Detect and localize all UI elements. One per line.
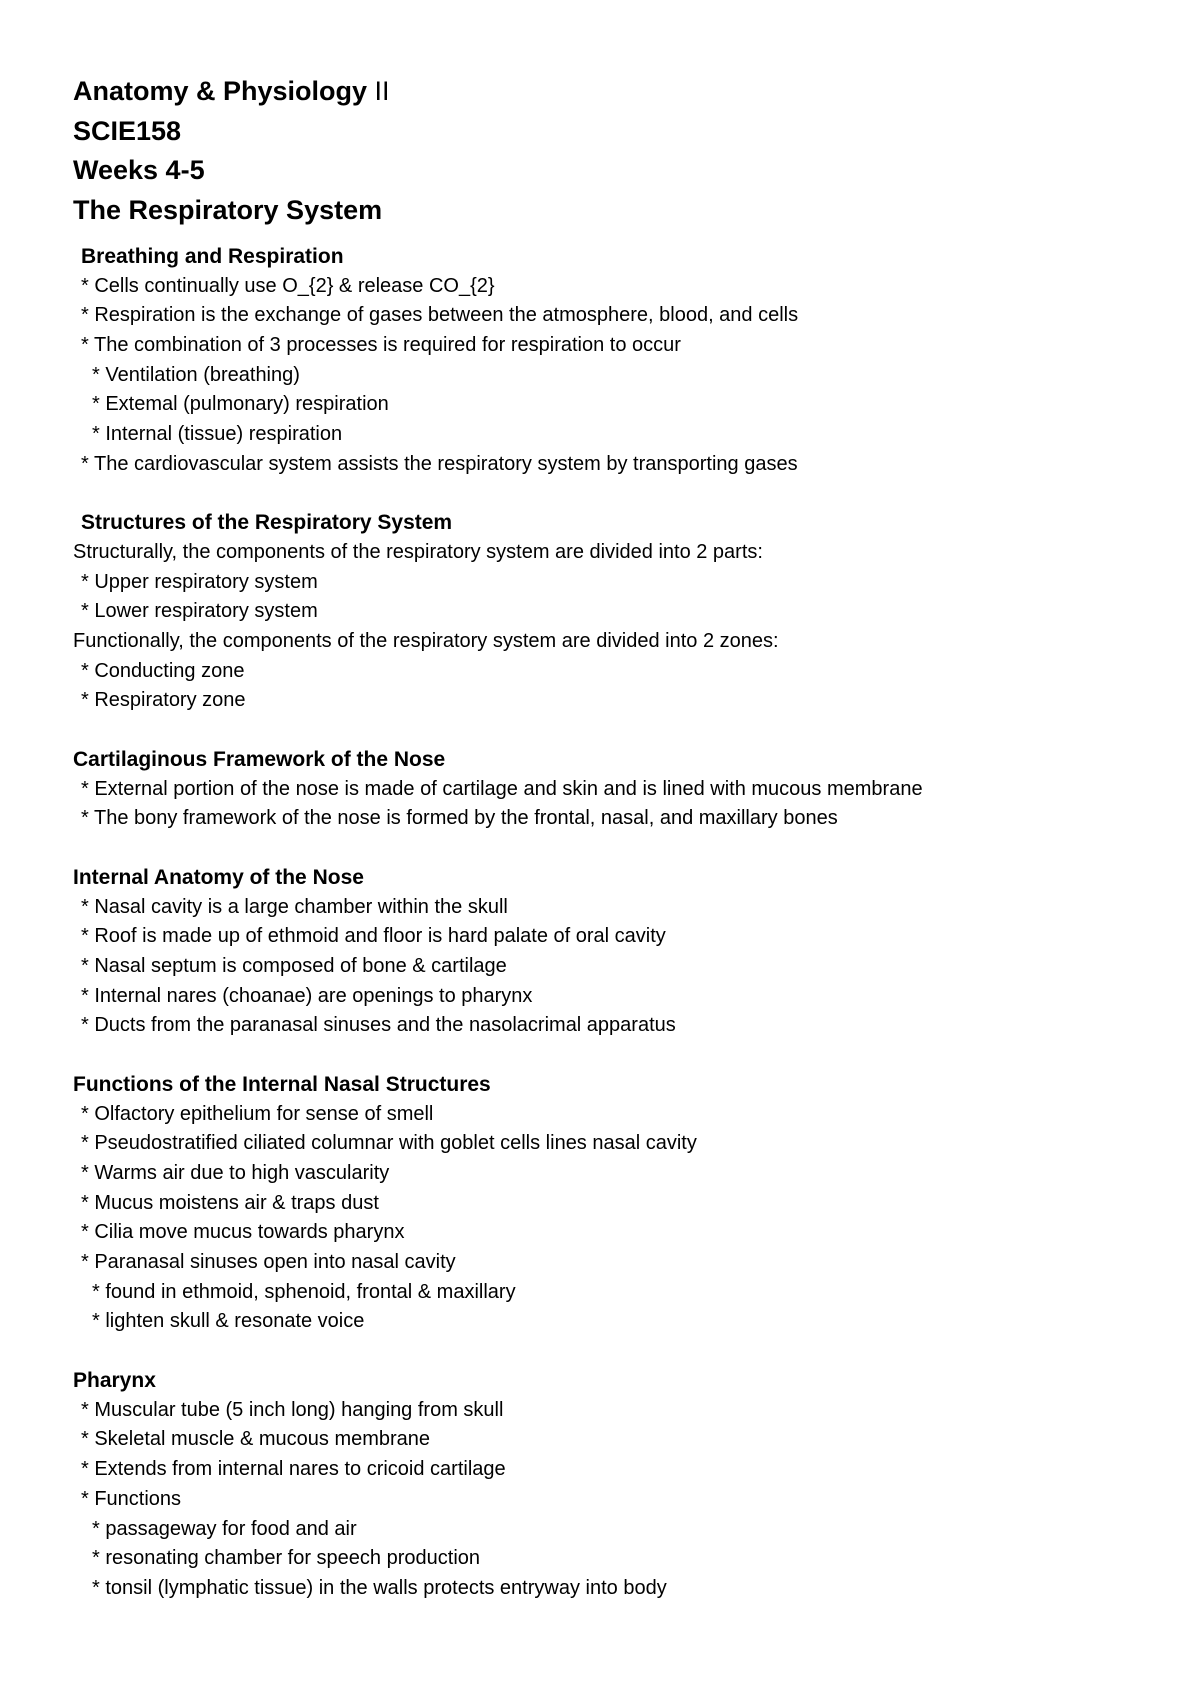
bullet-line: * Olfactory epithelium for sense of smell <box>81 1102 434 1125</box>
document-page <box>73 72 1153 1633</box>
section-heading: Breathing and Respiration <box>81 245 344 268</box>
bullet-line: * Cilia move mucus towards pharynx <box>81 1221 405 1244</box>
bullet-line: * External portion of the nose is made of cartilage and skin and is lined with mucous membrane <box>81 777 923 800</box>
bullet-line: * Cells continually use O_{2} & release CO_{2} <box>81 274 495 297</box>
bullet-line: * Respiration is the exchange of gases between the atmosphere, blood, and cells <box>81 304 799 327</box>
bullet-line: * Skeletal muscle & mucous membrane <box>81 1428 431 1451</box>
bullet-line: * Mucus moistens air & traps dust <box>81 1191 379 1214</box>
bullet-line: * The bony framework of the nose is formed by the frontal, nasal, and maxillary bones <box>81 807 838 830</box>
section-functions-of-internal-nasal-structures <box>73 1070 1153 1337</box>
bullet-line: * Extends from internal nares to cricoid cartilage <box>81 1458 506 1481</box>
paragraph-line: Functionally, the components of the respiratory system are divided into 2 zones: <box>73 630 779 653</box>
section-breathing-and-respiration <box>73 242 1153 479</box>
paragraph-line: Structurally, the components of the respiratory system are divided into 2 parts: <box>73 540 763 563</box>
bullet-line: * Internal nares (choanae) are openings to pharynx <box>81 984 533 1007</box>
course-code: SCIE158 <box>73 115 182 146</box>
bullet-line: * Respiratory zone <box>81 689 246 712</box>
section-cartilaginous-framework-of-nose <box>73 745 1153 834</box>
sub-bullet-line: * passageway for food and air <box>92 1517 357 1540</box>
section-heading: Functions of the Internal Nasal Structures <box>73 1073 491 1097</box>
sub-bullet-line: * Extemal (pulmonary) respiration <box>92 393 389 416</box>
bullet-line: * Warms air due to high vascularity <box>81 1161 390 1184</box>
bullet-line: * Conducting zone <box>81 659 245 682</box>
bullet-line: * Roof is made up of ethmoid and floor is hard palate of oral cavity <box>81 925 666 948</box>
bullet-line: * Lower respiratory system <box>81 600 318 623</box>
bullet-line: * The cardiovascular system assists the respiratory system by transporting gases <box>81 452 798 475</box>
bullet-line: * Ducts from the paranasal sinuses and the nasolacrimal apparatus <box>81 1014 676 1037</box>
section-heading: Internal Anatomy of the Nose <box>73 866 364 890</box>
bullet-line: * Functions <box>81 1487 182 1510</box>
bullet-line: * The combination of 3 processes is required for respiration to occur <box>81 333 681 356</box>
topic-title: The Respiratory System <box>73 194 383 225</box>
sub-bullet-line: * resonating chamber for speech production <box>92 1547 481 1570</box>
bullet-line: * Pseudostratified ciliated columnar with goblet cells lines nasal cavity <box>81 1132 697 1155</box>
sub-bullet-line: * lighten skull & resonate voice <box>92 1310 365 1333</box>
sub-bullet-line: * Internal (tissue) respiration <box>92 423 343 446</box>
section-pharynx <box>73 1366 1153 1603</box>
section-internal-anatomy-of-nose <box>73 863 1153 1041</box>
sub-bullet-line: * tonsil (lymphatic tissue) in the walls protects entryway into body <box>92 1576 667 1599</box>
course-name <box>73 72 1153 112</box>
bullet-line: * Paranasal sinuses open into nasal cavity <box>81 1251 456 1274</box>
course-name-bold: Anatomy & Physiology <box>73 76 368 106</box>
sub-bullet-line: * found in ethmoid, sphenoid, frontal & maxillary <box>92 1280 516 1303</box>
bullet-line: * Muscular tube (5 inch long) hanging from skull <box>81 1398 504 1421</box>
bullet-line: * Upper respiratory system <box>81 570 318 593</box>
bullet-line: * Nasal septum is composed of bone & cartilage <box>81 954 507 977</box>
document-title-block <box>73 72 1153 230</box>
section-heading: Cartilaginous Framework of the Nose <box>73 748 446 772</box>
section-heading: Pharynx <box>73 1369 156 1393</box>
bullet-line: * Nasal cavity is a large chamber within the skull <box>81 895 508 918</box>
weeks-label: Weeks 4-5 <box>73 155 205 185</box>
section-structures-of-respiratory-system <box>73 508 1153 716</box>
section-heading: Structures of the Respiratory System <box>81 511 453 535</box>
course-name-suffix: II <box>367 76 390 106</box>
sub-bullet-line: * Ventilation (breathing) <box>92 363 300 386</box>
